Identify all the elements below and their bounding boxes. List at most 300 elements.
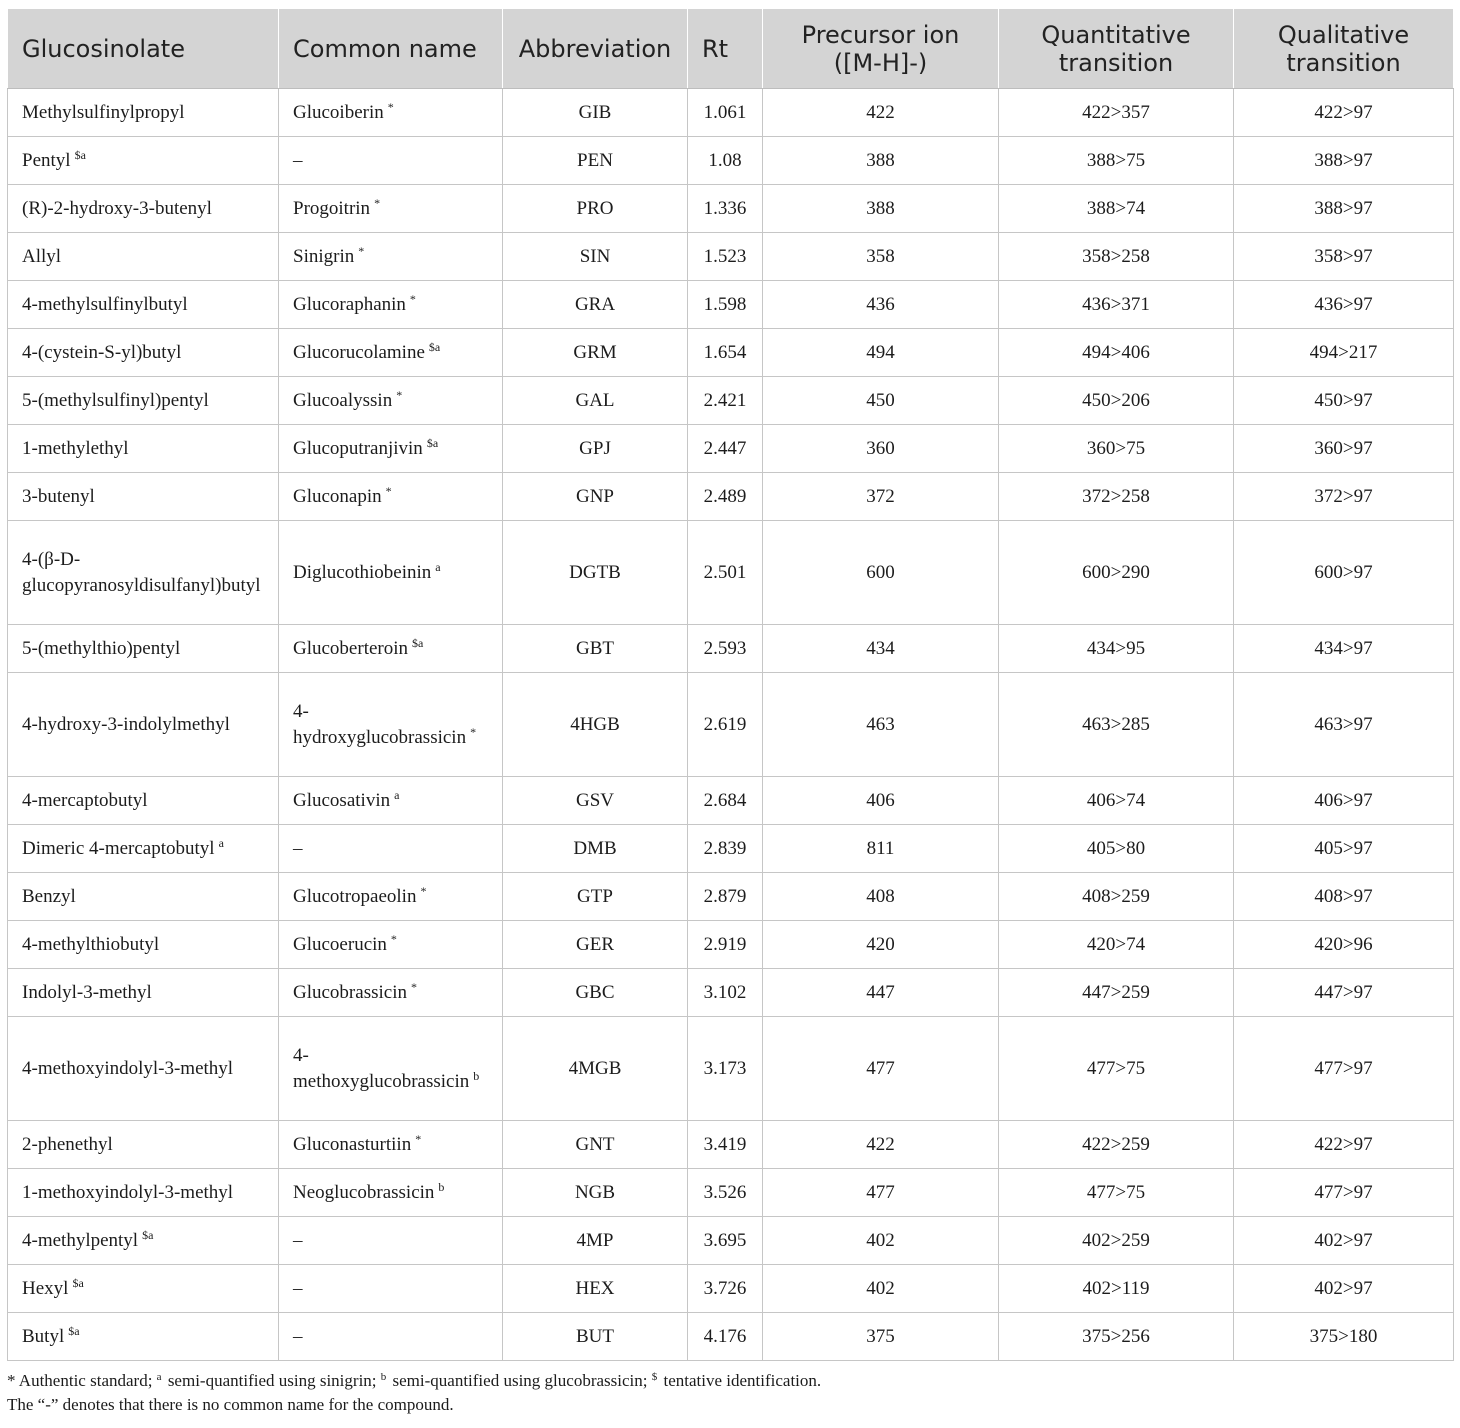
cell-abbreviation-text: PEN bbox=[577, 149, 613, 171]
cell-quantitative-transition bbox=[999, 89, 1234, 137]
cell-glucosinolate bbox=[8, 1217, 279, 1265]
cell-abbreviation-text: BUT bbox=[576, 1325, 614, 1347]
cell-glucosinolate-text: Methylsulfinylpropyl bbox=[22, 101, 185, 123]
cell-glucosinolate-text: Pentyl bbox=[22, 149, 71, 171]
cell-quantitative-transition bbox=[999, 625, 1234, 673]
cell-rt-text: 1.08 bbox=[708, 149, 742, 171]
cell-qualitative-transition-text: 447>97 bbox=[1314, 981, 1373, 1003]
cell-common-name bbox=[279, 625, 503, 673]
cell-qualitative-transition-text: 477>97 bbox=[1314, 1057, 1373, 1079]
cell-rt-text: 2.489 bbox=[703, 485, 747, 507]
cell-rt bbox=[688, 1169, 763, 1217]
cell-abbreviation bbox=[503, 673, 688, 777]
table-row bbox=[8, 825, 1454, 873]
footnote-mark: * bbox=[358, 243, 365, 258]
cell-quantitative-transition bbox=[999, 921, 1234, 969]
cell-common-name bbox=[279, 1017, 503, 1121]
table-row bbox=[8, 377, 1454, 425]
cell-qualitative-transition-text: 358>97 bbox=[1314, 245, 1373, 267]
footnote-mark: $a bbox=[68, 1323, 80, 1338]
cell-rt bbox=[688, 777, 763, 825]
cell-quantitative-transition bbox=[999, 1313, 1234, 1361]
cell-glucosinolate bbox=[8, 185, 279, 233]
cell-common-name bbox=[279, 473, 503, 521]
cell-glucosinolate-text: 4-methoxyindolyl-3-methyl bbox=[22, 1057, 234, 1079]
cell-common-name-text: 4-hydroxyglucobrassicin bbox=[293, 700, 467, 748]
cell-precursor-ion-text: 434 bbox=[866, 637, 895, 659]
cell-quantitative-transition-text: 360>75 bbox=[1086, 437, 1146, 459]
cell-precursor-ion bbox=[763, 377, 999, 425]
cell-abbreviation bbox=[503, 1169, 688, 1217]
cell-rt bbox=[688, 1121, 763, 1169]
cell-qualitative-transition-text: 402>97 bbox=[1314, 1229, 1373, 1251]
table-row bbox=[8, 425, 1454, 473]
cell-abbreviation-text: DMB bbox=[573, 837, 617, 859]
cell-rt-text: 3.526 bbox=[703, 1181, 747, 1203]
table-row bbox=[8, 1265, 1454, 1313]
cell-quantitative-transition bbox=[999, 873, 1234, 921]
cell-common-name-text: Diglucothiobeinin bbox=[293, 561, 432, 583]
cell-quantitative-transition-text: 402>259 bbox=[1082, 1229, 1150, 1251]
cell-rt bbox=[688, 137, 763, 185]
cell-common-name bbox=[279, 137, 503, 185]
cell-qualitative-transition bbox=[1234, 921, 1454, 969]
cell-glucosinolate bbox=[8, 1169, 279, 1217]
cell-qualitative-transition bbox=[1234, 825, 1454, 873]
cell-common-name-text: Gluconasturtiin bbox=[293, 1133, 412, 1155]
cell-common-name-text: Glucobrassicin bbox=[293, 981, 407, 1003]
footnote-mark: $a bbox=[412, 635, 424, 650]
cell-common-name bbox=[279, 521, 503, 625]
footnote-mark: a bbox=[156, 1371, 162, 1383]
cell-glucosinolate-text: 2-phenethyl bbox=[22, 1133, 113, 1155]
cell-qualitative-transition bbox=[1234, 969, 1454, 1017]
header-abbreviation: Abbreviation bbox=[503, 9, 688, 89]
cell-abbreviation bbox=[503, 329, 688, 377]
cell-quantitative-transition-text: 477>75 bbox=[1086, 1057, 1146, 1079]
cell-glucosinolate bbox=[8, 873, 279, 921]
cell-glucosinolate-text: (R)-2-hydroxy-3-butenyl bbox=[22, 197, 212, 219]
cell-rt-text: 1.061 bbox=[703, 101, 747, 123]
cell-qualitative-transition bbox=[1234, 1169, 1454, 1217]
cell-rt-text: 2.684 bbox=[703, 789, 747, 811]
cell-common-name bbox=[279, 1121, 503, 1169]
cell-common-name bbox=[279, 425, 503, 473]
cell-qualitative-transition-text: 422>97 bbox=[1314, 101, 1373, 123]
cell-rt bbox=[688, 825, 763, 873]
table-row bbox=[8, 473, 1454, 521]
cell-precursor-ion-text: 360 bbox=[866, 437, 895, 459]
cell-qualitative-transition bbox=[1234, 1121, 1454, 1169]
cell-rt bbox=[688, 625, 763, 673]
cell-abbreviation-text: GIB bbox=[578, 101, 612, 123]
cell-abbreviation bbox=[503, 777, 688, 825]
cell-glucosinolate-text: 4-methylthiobutyl bbox=[22, 933, 160, 955]
header-precursor-ion: Precursor ion ([M-H]-) bbox=[763, 9, 999, 89]
cell-qualitative-transition bbox=[1234, 137, 1454, 185]
cell-common-name bbox=[279, 825, 503, 873]
table-row bbox=[8, 521, 1454, 625]
cell-common-name-text: Glucoraphanin bbox=[293, 293, 406, 315]
cell-qualitative-transition bbox=[1234, 425, 1454, 473]
cell-rt bbox=[688, 425, 763, 473]
cell-abbreviation bbox=[503, 89, 688, 137]
cell-glucosinolate bbox=[8, 625, 279, 673]
footnote-mark: * bbox=[374, 195, 381, 210]
cell-rt-text: 1.654 bbox=[703, 341, 747, 363]
cell-common-name-text: Glucoiberin bbox=[293, 101, 384, 123]
cell-quantitative-transition bbox=[999, 1121, 1234, 1169]
cell-abbreviation bbox=[503, 281, 688, 329]
cell-abbreviation-text: HEX bbox=[575, 1277, 615, 1299]
footnote-mark: $ bbox=[651, 1371, 658, 1383]
header-glucosinolate: Glucosinolate bbox=[8, 9, 279, 89]
cell-common-name-text: – bbox=[293, 149, 303, 171]
cell-common-name-text: – bbox=[293, 1229, 303, 1251]
cell-rt bbox=[688, 89, 763, 137]
cell-rt-text: 1.523 bbox=[703, 245, 747, 267]
cell-common-name bbox=[279, 673, 503, 777]
cell-precursor-ion-text: 402 bbox=[866, 1229, 895, 1251]
cell-qualitative-transition bbox=[1234, 1313, 1454, 1361]
cell-glucosinolate bbox=[8, 89, 279, 137]
cell-qualitative-transition bbox=[1234, 673, 1454, 777]
cell-precursor-ion-text: 436 bbox=[866, 293, 895, 315]
cell-quantitative-transition-text: 375>256 bbox=[1082, 1325, 1150, 1347]
cell-quantitative-transition-text: 406>74 bbox=[1086, 789, 1146, 811]
cell-quantitative-transition-text: 422>357 bbox=[1082, 101, 1150, 123]
cell-rt-text: 2.839 bbox=[703, 837, 747, 859]
cell-common-name-text: Gluconapin bbox=[293, 485, 382, 507]
cell-glucosinolate-text: 4-hydroxy-3-indolylmethyl bbox=[22, 713, 230, 735]
cell-precursor-ion bbox=[763, 281, 999, 329]
cell-qualitative-transition bbox=[1234, 185, 1454, 233]
table-row bbox=[8, 137, 1454, 185]
cell-abbreviation bbox=[503, 185, 688, 233]
cell-rt-text: 2.501 bbox=[703, 561, 747, 583]
cell-precursor-ion-text: 422 bbox=[866, 1133, 895, 1155]
footnote-text: * Authentic standard; bbox=[7, 1371, 157, 1390]
cell-glucosinolate-text: 4-(cystein-S-yl)butyl bbox=[22, 341, 182, 363]
cell-qualitative-transition-text: 405>97 bbox=[1314, 837, 1373, 859]
cell-precursor-ion-text: 811 bbox=[866, 837, 895, 859]
cell-qualitative-transition bbox=[1234, 521, 1454, 625]
cell-abbreviation-text: GAL bbox=[575, 389, 615, 411]
table-row bbox=[8, 969, 1454, 1017]
cell-common-name-text: – bbox=[293, 837, 303, 859]
cell-abbreviation-text: GER bbox=[576, 933, 614, 955]
table-row bbox=[8, 1313, 1454, 1361]
cell-rt bbox=[688, 673, 763, 777]
cell-qualitative-transition-text: 372>97 bbox=[1314, 485, 1373, 507]
cell-common-name bbox=[279, 281, 503, 329]
cell-precursor-ion-text: 477 bbox=[866, 1057, 895, 1079]
cell-precursor-ion-text: 494 bbox=[866, 341, 895, 363]
cell-glucosinolate bbox=[8, 1121, 279, 1169]
footnote-text: semi-quantified using glucobrassicin; bbox=[388, 1371, 652, 1390]
cell-qualitative-transition-text: 360>97 bbox=[1314, 437, 1373, 459]
cell-glucosinolate-text: Dimeric 4-mercaptobutyl bbox=[22, 837, 215, 859]
cell-glucosinolate-text: Allyl bbox=[22, 245, 62, 267]
cell-common-name-text: Glucosativin bbox=[293, 789, 391, 811]
footnote-mark: * bbox=[387, 99, 394, 114]
cell-precursor-ion-text: 375 bbox=[866, 1325, 895, 1347]
footnote-mark: * bbox=[385, 483, 392, 498]
cell-precursor-ion bbox=[763, 89, 999, 137]
cell-common-name-text: Glucotropaeolin bbox=[293, 885, 417, 907]
cell-qualitative-transition bbox=[1234, 89, 1454, 137]
cell-common-name-text: Neoglucobrassicin bbox=[293, 1181, 435, 1203]
cell-abbreviation-text: 4MGB bbox=[568, 1057, 622, 1079]
footnote-mark: * bbox=[390, 931, 397, 946]
cell-abbreviation-text: GNT bbox=[575, 1133, 615, 1155]
cell-precursor-ion-text: 408 bbox=[866, 885, 895, 907]
cell-quantitative-transition bbox=[999, 233, 1234, 281]
cell-common-name-text: Glucoberteroin bbox=[293, 637, 409, 659]
cell-rt bbox=[688, 1017, 763, 1121]
cell-abbreviation bbox=[503, 425, 688, 473]
cell-common-name-text: Progoitrin bbox=[293, 197, 371, 219]
cell-qualitative-transition bbox=[1234, 625, 1454, 673]
cell-quantitative-transition-text: 358>258 bbox=[1082, 245, 1150, 267]
header-common-name: Common name bbox=[279, 9, 503, 89]
cell-rt bbox=[688, 1313, 763, 1361]
cell-glucosinolate-text: 3-butenyl bbox=[22, 485, 95, 507]
cell-rt-text: 3.419 bbox=[703, 1133, 747, 1155]
table-row bbox=[8, 625, 1454, 673]
cell-common-name-text: Glucoerucin bbox=[293, 933, 387, 955]
cell-rt-text: 3.173 bbox=[703, 1057, 747, 1079]
cell-abbreviation-text: 4MP bbox=[576, 1229, 614, 1251]
footnote-mark: $a bbox=[142, 1227, 154, 1242]
cell-glucosinolate bbox=[8, 137, 279, 185]
cell-precursor-ion bbox=[763, 521, 999, 625]
cell-quantitative-transition-text: 408>259 bbox=[1082, 885, 1150, 907]
cell-qualitative-transition bbox=[1234, 281, 1454, 329]
cell-precursor-ion bbox=[763, 1265, 999, 1313]
footnote-text: tentative identification. bbox=[659, 1371, 822, 1390]
footnote-mark: b bbox=[438, 1179, 445, 1194]
cell-precursor-ion-text: 406 bbox=[866, 789, 895, 811]
footnote-mark: * bbox=[410, 979, 417, 994]
cell-qualitative-transition-text: 477>97 bbox=[1314, 1181, 1373, 1203]
cell-abbreviation bbox=[503, 1017, 688, 1121]
cell-abbreviation-text: PRO bbox=[576, 197, 614, 219]
cell-common-name bbox=[279, 89, 503, 137]
cell-quantitative-transition-text: 422>259 bbox=[1082, 1133, 1150, 1155]
cell-rt bbox=[688, 521, 763, 625]
cell-precursor-ion bbox=[763, 1217, 999, 1265]
cell-abbreviation-text: DGTB bbox=[569, 561, 621, 583]
cell-precursor-ion-text: 402 bbox=[866, 1277, 895, 1299]
cell-qualitative-transition-text: 388>97 bbox=[1314, 197, 1373, 219]
table-container bbox=[7, 8, 1453, 1417]
cell-abbreviation-text: GPJ bbox=[579, 437, 611, 459]
cell-rt bbox=[688, 233, 763, 281]
cell-quantitative-transition-text: 494>406 bbox=[1082, 341, 1150, 363]
cell-precursor-ion bbox=[763, 425, 999, 473]
footnote-mark: $a bbox=[428, 339, 441, 354]
footnote-mark: * bbox=[420, 883, 427, 898]
table-row bbox=[8, 1217, 1454, 1265]
cell-rt bbox=[688, 873, 763, 921]
cell-qualitative-transition-text: 408>97 bbox=[1314, 885, 1373, 907]
cell-precursor-ion-text: 358 bbox=[866, 245, 895, 267]
cell-quantitative-transition-text: 447>259 bbox=[1082, 981, 1150, 1003]
cell-quantitative-transition bbox=[999, 777, 1234, 825]
cell-qualitative-transition-text: 375>180 bbox=[1309, 1325, 1378, 1347]
cell-common-name bbox=[279, 1313, 503, 1361]
cell-qualitative-transition-text: 434>97 bbox=[1314, 637, 1373, 659]
cell-glucosinolate-text: Butyl bbox=[22, 1325, 65, 1347]
cell-common-name bbox=[279, 777, 503, 825]
table-row bbox=[8, 777, 1454, 825]
table-row bbox=[8, 233, 1454, 281]
cell-glucosinolate-text: Indolyl-3-methyl bbox=[22, 981, 152, 1003]
cell-rt-text: 2.879 bbox=[703, 885, 747, 907]
cell-common-name bbox=[279, 969, 503, 1017]
cell-quantitative-transition-text: 450>206 bbox=[1082, 389, 1150, 411]
cell-glucosinolate bbox=[8, 921, 279, 969]
cell-abbreviation bbox=[503, 521, 688, 625]
cell-qualitative-transition bbox=[1234, 1017, 1454, 1121]
cell-abbreviation-text: GRA bbox=[574, 293, 616, 315]
cell-common-name bbox=[279, 1217, 503, 1265]
table-row bbox=[8, 921, 1454, 969]
cell-quantitative-transition bbox=[999, 1265, 1234, 1313]
cell-rt-text: 1.336 bbox=[703, 197, 747, 219]
cell-abbreviation bbox=[503, 1265, 688, 1313]
cell-quantitative-transition-text: 434>95 bbox=[1086, 637, 1146, 659]
cell-qualitative-transition-text: 402>97 bbox=[1314, 1277, 1373, 1299]
cell-common-name-text: Glucoputranjivin bbox=[293, 437, 423, 459]
cell-glucosinolate bbox=[8, 969, 279, 1017]
table-row bbox=[8, 1169, 1454, 1217]
cell-glucosinolate bbox=[8, 1017, 279, 1121]
cell-glucosinolate bbox=[8, 425, 279, 473]
table-footnotes bbox=[7, 1369, 1453, 1417]
cell-precursor-ion bbox=[763, 1017, 999, 1121]
cell-rt-text: 3.726 bbox=[703, 1277, 747, 1299]
cell-glucosinolate-text: Benzyl bbox=[22, 885, 76, 907]
cell-quantitative-transition bbox=[999, 673, 1234, 777]
cell-quantitative-transition bbox=[999, 137, 1234, 185]
table-row bbox=[8, 89, 1454, 137]
cell-rt bbox=[688, 921, 763, 969]
cell-precursor-ion bbox=[763, 1313, 999, 1361]
cell-rt bbox=[688, 1217, 763, 1265]
table-row bbox=[8, 329, 1454, 377]
cell-precursor-ion bbox=[763, 777, 999, 825]
cell-qualitative-transition bbox=[1234, 777, 1454, 825]
cell-precursor-ion bbox=[763, 233, 999, 281]
cell-rt bbox=[688, 377, 763, 425]
cell-glucosinolate bbox=[8, 281, 279, 329]
header-quantitative-transition: Quantitative transition bbox=[999, 9, 1234, 89]
footnote-mark: b bbox=[473, 1068, 480, 1083]
cell-precursor-ion-text: 463 bbox=[866, 713, 895, 735]
cell-qualitative-transition bbox=[1234, 233, 1454, 281]
cell-quantitative-transition-text: 405>80 bbox=[1086, 837, 1146, 859]
cell-common-name bbox=[279, 233, 503, 281]
cell-glucosinolate bbox=[8, 521, 279, 625]
cell-qualitative-transition bbox=[1234, 377, 1454, 425]
cell-rt-text: 4.176 bbox=[703, 1325, 747, 1347]
cell-common-name-text: Glucoalyssin bbox=[293, 389, 393, 411]
footnote-mark: $a bbox=[426, 435, 439, 450]
cell-quantitative-transition-text: 402>119 bbox=[1082, 1277, 1150, 1299]
cell-glucosinolate-text: Hexyl bbox=[22, 1277, 69, 1299]
cell-glucosinolate-text: 4-methylsulfinylbutyl bbox=[22, 293, 188, 315]
cell-quantitative-transition bbox=[999, 425, 1234, 473]
cell-precursor-ion bbox=[763, 1169, 999, 1217]
footnote-mark: $a bbox=[72, 1275, 84, 1290]
table-row bbox=[8, 1121, 1454, 1169]
cell-abbreviation bbox=[503, 137, 688, 185]
cell-precursor-ion bbox=[763, 1121, 999, 1169]
cell-qualitative-transition-text: 600>97 bbox=[1314, 561, 1373, 583]
cell-qualitative-transition-text: 420>96 bbox=[1314, 933, 1373, 955]
cell-abbreviation bbox=[503, 873, 688, 921]
cell-abbreviation bbox=[503, 625, 688, 673]
cell-precursor-ion bbox=[763, 921, 999, 969]
cell-abbreviation bbox=[503, 1217, 688, 1265]
footnote-mark: a bbox=[218, 835, 224, 850]
cell-abbreviation bbox=[503, 473, 688, 521]
cell-rt-text: 3.695 bbox=[703, 1229, 747, 1251]
cell-precursor-ion bbox=[763, 873, 999, 921]
footnote-mark: * bbox=[396, 387, 403, 402]
cell-abbreviation bbox=[503, 969, 688, 1017]
cell-qualitative-transition bbox=[1234, 329, 1454, 377]
cell-abbreviation-text: GBT bbox=[576, 637, 614, 659]
cell-precursor-ion bbox=[763, 137, 999, 185]
cell-precursor-ion bbox=[763, 185, 999, 233]
cell-abbreviation-text: GNP bbox=[575, 485, 614, 507]
cell-quantitative-transition-text: 477>75 bbox=[1086, 1181, 1146, 1203]
cell-abbreviation bbox=[503, 825, 688, 873]
cell-quantitative-transition-text: 600>290 bbox=[1082, 561, 1150, 583]
cell-quantitative-transition-text: 463>285 bbox=[1082, 713, 1150, 735]
cell-quantitative-transition bbox=[999, 329, 1234, 377]
cell-rt-text: 2.593 bbox=[703, 637, 747, 659]
footnote-mark: * bbox=[415, 1131, 422, 1146]
cell-precursor-ion bbox=[763, 825, 999, 873]
cell-quantitative-transition-text: 388>74 bbox=[1086, 197, 1146, 219]
table-row bbox=[8, 1017, 1454, 1121]
cell-rt-text: 2.619 bbox=[703, 713, 747, 735]
cell-rt-text: 2.919 bbox=[703, 933, 747, 955]
cell-glucosinolate-text: 5-(methylsulfinyl)pentyl bbox=[22, 389, 209, 411]
cell-abbreviation bbox=[503, 1313, 688, 1361]
cell-common-name bbox=[279, 377, 503, 425]
footnote-mark: $a bbox=[74, 147, 86, 162]
cell-abbreviation-text: GTP bbox=[577, 885, 613, 907]
cell-precursor-ion bbox=[763, 673, 999, 777]
cell-glucosinolate-text: 4-(β-D-glucopyranosyldisulfanyl)butyl bbox=[22, 548, 261, 596]
cell-precursor-ion-text: 477 bbox=[866, 1181, 895, 1203]
cell-qualitative-transition-text: 436>97 bbox=[1314, 293, 1373, 315]
cell-glucosinolate bbox=[8, 1313, 279, 1361]
cell-qualitative-transition-text: 422>97 bbox=[1314, 1133, 1373, 1155]
cell-glucosinolate-text: 5-(methylthio)pentyl bbox=[22, 637, 181, 659]
cell-glucosinolate bbox=[8, 329, 279, 377]
table-row bbox=[8, 673, 1454, 777]
cell-common-name-text: 4-methoxyglucobrassicin bbox=[293, 1044, 470, 1092]
cell-glucosinolate-text: 1-methylethyl bbox=[22, 437, 129, 459]
table-row bbox=[8, 185, 1454, 233]
cell-precursor-ion bbox=[763, 969, 999, 1017]
